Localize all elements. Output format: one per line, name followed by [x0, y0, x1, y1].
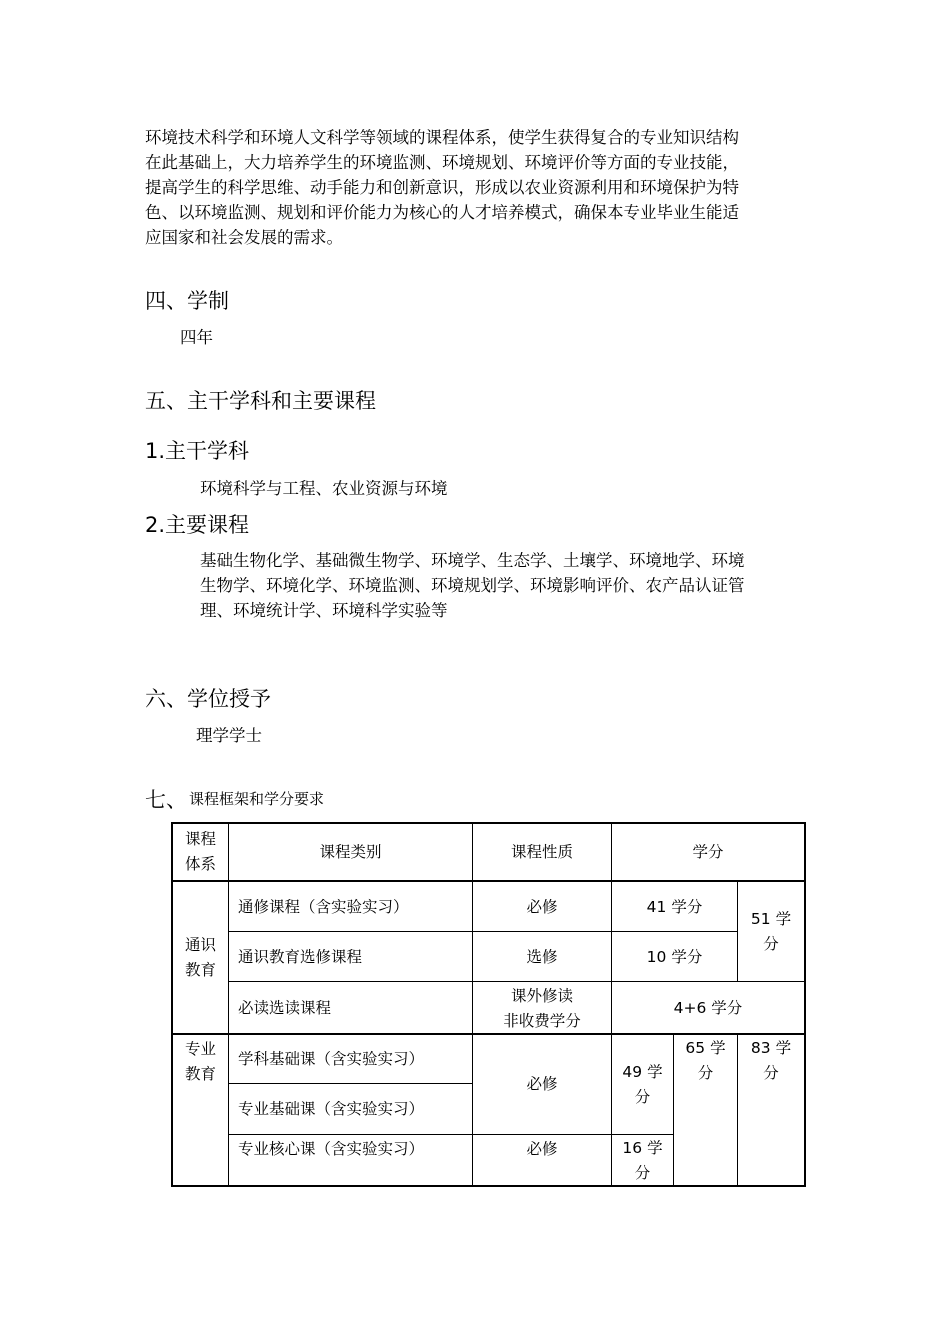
section4-heading: 四、学制: [145, 289, 229, 313]
section5-sub2-line: 理、环境统计学、环境科学实验等: [200, 601, 448, 620]
table-hline: [228, 981, 805, 982]
major-row-category: 专业核心课（含实验实习）: [238, 1140, 425, 1158]
major-education-label: 专业 教育: [184, 1040, 216, 1083]
general-row-category: 通修课程（含实验实习）: [238, 898, 409, 916]
general-row-nature: 必修: [526, 898, 558, 916]
header-nature: 课程性质: [510, 843, 573, 861]
table-hline: [228, 1083, 472, 1084]
intro-line: 在此基础上，大力培养学生的环境监测、环境规划、环境评价等方面的专业技能，: [145, 153, 739, 172]
section5-heading: 五、主干学科和主要课程: [145, 389, 376, 413]
general-row-category: 必读选读课程: [238, 999, 332, 1017]
general-row-category: 通识教育选修课程: [238, 948, 363, 966]
section5-sub2-line: 基础生物化学、基础微生物学、环境学、生态学、土壤学、环境地学、环境: [200, 551, 745, 570]
section5-sub2-heading: 2.主要课程: [145, 513, 250, 537]
header-category: 课程类别: [319, 843, 382, 861]
intro-line: 提高学生的科学思维、动手能力和创新意识，形成以农业资源利用和环境保护为特: [145, 178, 739, 197]
table-hline: [228, 931, 737, 932]
major-subtotal: 65 学 分: [685, 1039, 726, 1082]
intro-line: 色、以环境监测、规划和评价能力为核心的人才培养模式，确保本专业毕业生能适: [145, 203, 739, 222]
general-subtotal: 51 学 分: [750, 910, 792, 953]
major-merged-credit: 49 学 分: [622, 1063, 663, 1106]
section7-heading-number: 七、: [145, 788, 187, 812]
major-row-nature: 必修: [526, 1140, 558, 1158]
major-row-category: 学科基础课（含实验实习）: [238, 1050, 425, 1068]
major-row-credit: 16 学 分: [622, 1139, 663, 1182]
intro-line: 应国家和社会发展的需求。: [145, 228, 343, 247]
major-total: 83 学 分: [750, 1039, 792, 1082]
section5-sub1-content: 环境科学与工程、农业资源与环境: [200, 479, 448, 498]
general-row-nature: 课外修读 非收费学分: [503, 987, 581, 1030]
major-row-category: 专业基础课（含实验实习）: [238, 1100, 425, 1118]
section4-content: 四年: [180, 328, 213, 347]
section5-sub1-heading: 1.主干学科: [145, 439, 250, 463]
table-vline: [228, 822, 229, 1187]
general-row-nature: 选修: [526, 948, 558, 966]
general-row-credit: 10 学分: [646, 948, 703, 966]
intro-line: 环境技术科学和环境人文科学等领域的课程体系，使学生获得复合的专业知识结构: [145, 128, 739, 147]
table-border-top: [171, 822, 806, 824]
header-system: 课程 体系: [184, 830, 216, 873]
table-header-divider: [171, 880, 806, 882]
table-border-bottom: [171, 1185, 806, 1187]
section6-heading: 六、学位授予: [145, 687, 271, 711]
section7-heading-text: 课程框架和学分要求: [189, 790, 325, 808]
table-border-right: [804, 822, 806, 1187]
general-row-credit: 41 学分: [646, 898, 703, 916]
general-education-label: 通识 教育: [184, 936, 216, 979]
table-hline: [228, 1134, 673, 1135]
header-credits: 学分: [692, 843, 724, 861]
section6-content: 理学学士: [196, 726, 262, 745]
major-merged-nature: 必修: [526, 1075, 558, 1093]
section5-sub2-line: 生物学、环境化学、环境监测、环境规划学、环境影响评价、农产品认证管: [200, 576, 745, 595]
general-row-credit: 4+6 学分: [673, 999, 743, 1017]
